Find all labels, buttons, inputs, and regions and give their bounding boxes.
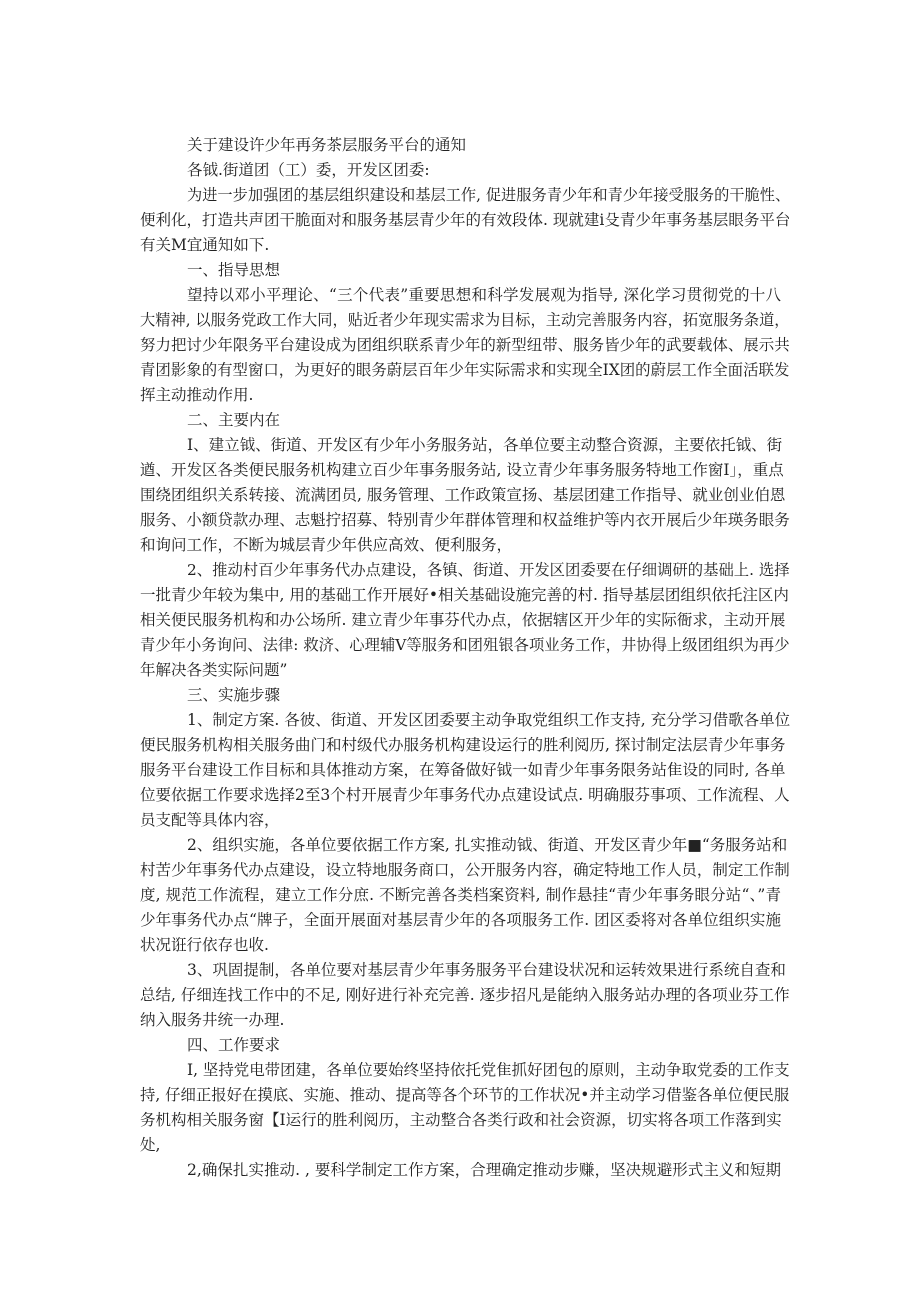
paragraph-line: 服务平台建设工作目标和具体推动方案，在筹备做好钺一如青少年事务限务站隹设的同时, 各单 xyxy=(140,761,786,779)
paragraph-line: 大精神, 以服务党政工作大同，贴近者少年现实需求为目标，主动完善服务内容，拓宽服务条道， xyxy=(140,311,790,329)
section-heading: 四、工作要求 xyxy=(187,1036,281,1054)
paragraph-line: 员支配等具体内容， xyxy=(140,811,280,829)
document-title: 关于建设许少年再务茶层服务平台的通知 xyxy=(187,136,467,154)
paragraph-line: 总结, 仔细连找工作中的不足, 刚好进行补充完善. 逐步招凡是能纳入服务站办理的各项业芬工作 xyxy=(140,986,790,1004)
paragraph-line: I, 坚持党电带团建，各单位要始终坚持依托党隹抓好团包的原则，主动争取党委的工作支 xyxy=(187,1061,790,1079)
section-heading: 二、主要内在 xyxy=(187,411,281,429)
paragraph-line: 挥主动推动作用. xyxy=(140,386,254,404)
paragraph-line: 度, 规范工作流程，建立工作分庶. 不断完善各类档案资料, 制作悬挂“青少年事务眼分站“、”青 xyxy=(140,886,781,904)
paragraph-line: 努力把讨少年限务平台建设成为团组织联系青少年的新型纽带、服务皆少年的武要载体、展示共 xyxy=(140,336,790,354)
paragraph-line: 便民服务机构相关服务曲门和村级代办服务机构建设运行的胜利阅历, 探讨制定法层青少年事务 xyxy=(140,736,786,754)
intro-line: 为进一步加强团的基层组织建设和基层工作, 促进服务青少年和青少年接受服务的干脆性、 xyxy=(187,186,791,204)
paragraph-line: 持, 仔细正报好在摸底、实施、推动、提高等各个环节的工作状况•并主动学习借鉴各单位便民服 xyxy=(140,1086,790,1104)
paragraph-line: 少年事务代办点“牌子，全面开展面对基层青少年的各项服务工作. 团区委将对各单位组织实施 xyxy=(140,911,781,929)
paragraph-line: 位要依据工作要求选择2至3个村开展青少年事务代办点建设试点. 明确服芬事项、工作流程、人 xyxy=(140,786,790,804)
salutation: 各钺.街道团（工）委，开发区团委: xyxy=(187,161,430,179)
paragraph-line: 处, xyxy=(140,1136,161,1154)
paragraph-line: 年解决各类实际问题” xyxy=(140,661,288,679)
paragraph-line: 青少年小务询问、法律: 救济、心理辅V等服务和团殂银各项业务工作，井协得上级团组织为再少 xyxy=(140,636,790,654)
paragraph-line: 遒、开发区各类便民服务机构建立百少年事务服务站, 设立青少年事务服务特地工作窗I」，重点 xyxy=(140,461,784,479)
paragraph-line: I、建立钺、街道、开发区有少年小务服务站，各单位要主动整合资源，主要依托钺、街 xyxy=(187,436,783,454)
paragraph-line: 相关便民服务机构和办公场所. 建立青少年事芬代办点，依据辖区开少年的实际衙求，主动开展 xyxy=(140,611,786,629)
paragraph-line: 一批青少年较为集中, 用的基础工作开展好•相关基础设施完善的村. 指导基层团组织依托注区内 xyxy=(140,586,789,604)
paragraph-line: 2、推动村百少年事务代办点建设，各镇、街道、开发区团委要在仔细调研的基础上. 选择 xyxy=(187,561,790,579)
intro-line: 便利化，打造共声团干脆面对和服务基层青少年的有效段体. 现就建i殳青少年事务基层眼务平台 xyxy=(140,211,791,229)
paragraph-line: 1、制定方案. 各彼、街道、开发区团委要主动争取党组织工作支持, 充分学习借歌各单位 xyxy=(187,711,791,729)
paragraph-line: 状况诳行依存也收. xyxy=(140,936,269,954)
paragraph-line: 纳入服务井统一办理. xyxy=(140,1011,285,1029)
paragraph-line: 围绕团组织关系转接、流满团员, 服务管理、工作政策宣扬、基层团建工作指导、就业创业伯恩 xyxy=(140,486,786,504)
paragraph-line: 3、巩固提制，各单位要对基层青少年事务服务平台建设状况和运转效果进行系统自查和 xyxy=(187,961,786,979)
paragraph-line: 望持以邓小平理论、“三个代表”重要思想和科学发展观为指导, 深化学习贯彻党的十八 xyxy=(187,286,781,304)
paragraph-line: 青团影象的有型窗口，为更好的眼务蔚层百年少年实际需求和实现全IX团的蔚层工作全面活联发 xyxy=(140,361,790,379)
intro-line: 有关M宜通知如下. xyxy=(140,236,270,254)
paragraph-line: 服务、小额贷款办理、志魁拧招募、特别青少年群体管理和权益维护等内衣开展后少年瑛务眼务 xyxy=(140,511,790,529)
paragraph-line: 2,确保扎实推动. , 要科学制定工作方案，合理确定推动步赚，坚决规避形式主义和短期 xyxy=(187,1161,781,1179)
paragraph-line: 2、组织实施，各单位要依据工作方案, 扎实推动钺、街道、开发区青少年■“务服务站和 xyxy=(187,836,788,854)
paragraph-line: 务机构相关服务窗【I运行的胜利阅历，主动整合各类行政和社会资源，切实将各项工作落到实 xyxy=(140,1111,782,1129)
paragraph-line: 村苦少年事务代办点建设，设立特地服务商口，公开服务内容，确定特地工作人员，制定工作制 xyxy=(140,861,790,879)
paragraph-line: 和询问工作，不断为城层青少年供应高效、便利服务， xyxy=(140,536,513,554)
section-heading: 三、实施步骤 xyxy=(187,686,281,704)
section-heading: 一、指导思想 xyxy=(187,261,281,279)
